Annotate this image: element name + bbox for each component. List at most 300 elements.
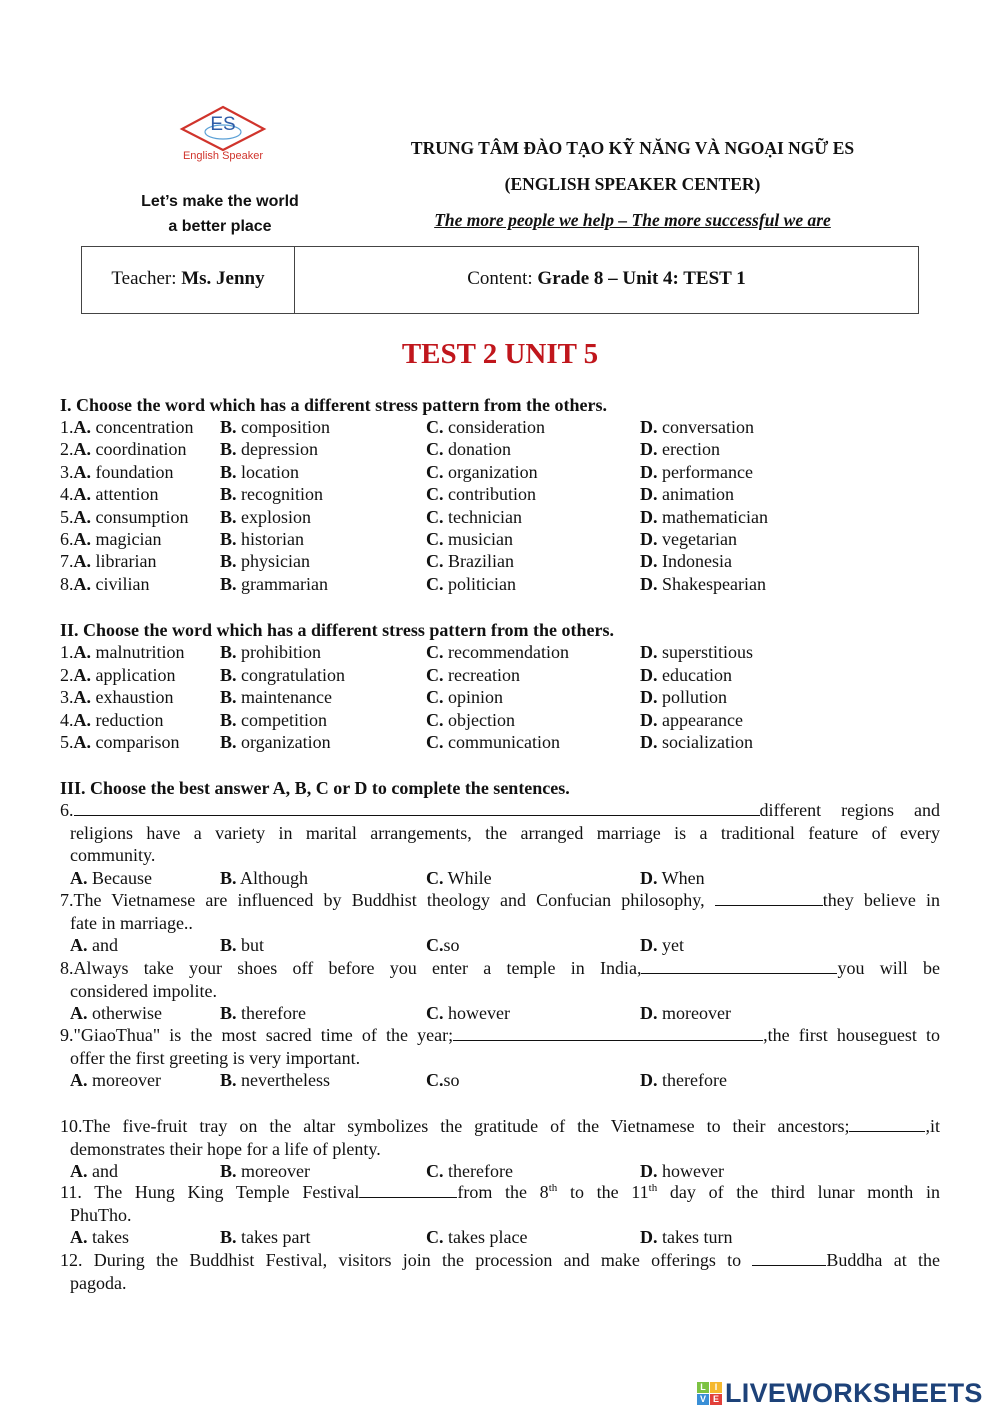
option-a (60, 461, 174, 483)
option-c (426, 686, 503, 708)
option-text: erection (657, 439, 720, 460)
option-b (220, 1160, 310, 1182)
question-text-continued (70, 912, 193, 934)
text-segment: fate in marriage.. (70, 912, 193, 933)
option-c (426, 1002, 510, 1024)
option-letter: B. (220, 484, 237, 505)
option-letter: C. (426, 1227, 444, 1248)
option-letter: D. (640, 709, 658, 730)
option-c (426, 483, 536, 505)
text-segment: community. (70, 845, 156, 866)
option-a (60, 483, 158, 505)
option-text: organization (443, 461, 538, 482)
option-a (70, 1002, 162, 1024)
option-letter: A. (70, 1227, 88, 1248)
option-d (640, 731, 753, 753)
option-text: nevertheless (236, 1070, 330, 1091)
option-letter: A. (70, 1003, 88, 1024)
option-b (220, 1226, 310, 1248)
answer-blank[interactable] (752, 1250, 826, 1266)
option-a (70, 1160, 118, 1182)
option-d (640, 1002, 731, 1024)
option-text: so (443, 1070, 460, 1091)
option-a (70, 1069, 161, 1091)
text-segment: ,it (925, 1116, 940, 1136)
option-letter: D. (640, 506, 658, 527)
option-letter: B. (220, 439, 237, 460)
option-text: consideration (443, 417, 545, 437)
option-c (426, 550, 514, 572)
option-letter: C. (426, 506, 444, 527)
option-b (220, 461, 299, 483)
option-letter: C. (426, 1070, 444, 1091)
option-letter: D. (640, 1227, 658, 1248)
option-letter: A. (70, 935, 88, 956)
slogan-line-1: Let’s make the world (141, 193, 299, 210)
option-a (60, 506, 189, 528)
option-letter: C. (426, 642, 444, 662)
option-letter: B. (220, 709, 237, 730)
option-letter: D. (640, 1161, 658, 1182)
question-number: 1. (60, 642, 74, 662)
option-d (640, 506, 768, 528)
question-text-continued (70, 1047, 360, 1069)
option-text: and (87, 1161, 118, 1182)
option-c (426, 1160, 513, 1182)
superscript: th (548, 1182, 558, 1194)
option-text: When (657, 867, 705, 888)
option-a (70, 1226, 129, 1248)
option-b (220, 641, 321, 663)
option-letter: A. (70, 1161, 88, 1182)
option-b (220, 573, 328, 595)
option-text: pollution (657, 687, 728, 707)
teacher-cell (82, 268, 294, 290)
option-c (426, 506, 522, 528)
question-text (60, 799, 940, 821)
option-letter: D. (640, 417, 658, 437)
answer-blank[interactable] (359, 1182, 457, 1198)
option-text: location (236, 461, 299, 482)
option-a (60, 709, 163, 731)
option-letter: B. (220, 935, 237, 956)
option-letter: C. (426, 732, 444, 752)
option-c (426, 664, 520, 686)
option-letter: C. (426, 417, 444, 437)
option-letter: D. (640, 732, 658, 752)
option-letter: D. (640, 935, 658, 956)
option-letter: C. (426, 551, 444, 572)
option-letter: D. (640, 664, 658, 685)
text-segment: different regions and (759, 800, 940, 820)
option-d (640, 550, 732, 572)
option-text: but (236, 935, 265, 956)
option-b (220, 483, 323, 505)
question-number: 6. (60, 529, 74, 549)
option-d (640, 1226, 732, 1248)
text-segment: 7.The Vietnamese are influenced by Buddhist theology and Confucian philosophy, (60, 890, 715, 910)
text-segment: pagoda. (70, 1272, 127, 1293)
option-text: yet (657, 935, 684, 956)
text-segment: they believe in (822, 890, 940, 910)
question-text-continued (70, 980, 217, 1002)
answer-blank[interactable] (715, 890, 823, 906)
option-text: explosion (236, 506, 312, 527)
option-c (426, 641, 569, 663)
option-letter: D. (640, 551, 658, 572)
option-b (220, 709, 327, 731)
option-d (640, 1160, 724, 1182)
option-letter: B. (220, 642, 237, 662)
option-letter: C. (426, 687, 444, 707)
option-b (220, 416, 330, 438)
option-letter: A. (70, 867, 88, 888)
option-a (60, 416, 193, 438)
option-letter: D. (640, 461, 658, 482)
option-text: communication (443, 732, 560, 752)
question-text (60, 957, 940, 979)
question-number: 7. (60, 551, 74, 572)
question-text (60, 889, 940, 911)
question-text (60, 1115, 940, 1137)
option-letter: B. (220, 732, 237, 752)
option-text: objection (443, 709, 515, 730)
option-b (220, 550, 310, 572)
option-d (640, 461, 753, 483)
option-b (220, 686, 332, 708)
option-text: grammarian (236, 573, 328, 594)
option-text: otherwise (87, 1003, 162, 1024)
option-text: physician (236, 551, 311, 572)
option-letter: A. (73, 687, 91, 707)
option-text: technician (443, 506, 522, 527)
option-letter: B. (220, 664, 237, 685)
option-letter: A. (73, 439, 91, 460)
page-title: TEST 2 UNIT 5 (401, 338, 599, 370)
option-text: vegetarian (657, 529, 737, 549)
option-text: prohibition (236, 642, 322, 662)
option-text: moreover (657, 1003, 731, 1024)
option-b (220, 1002, 306, 1024)
text-segment: religions have a variety in marital arrangements, the arranged marriage is a traditional feature of every (70, 822, 940, 843)
option-text: superstitious (657, 642, 754, 662)
option-text: Because (87, 867, 152, 888)
option-letter: B. (220, 551, 237, 572)
option-text: animation (657, 484, 734, 505)
option-letter: A. (73, 642, 91, 662)
section-heading: I. Choose the word which has a different stress pattern from the others. (60, 395, 607, 415)
option-text: opinion (443, 687, 504, 707)
option-text: however (443, 1003, 510, 1024)
question-number: 1. (60, 417, 74, 437)
option-text: coordination (91, 439, 187, 460)
liveworksheets-brand: LIVEWORKSHEETS (725, 1378, 983, 1408)
option-text: donation (443, 439, 511, 460)
text-segment: 6. (60, 800, 74, 820)
text-segment: demonstrates their hope for a life of plenty. (70, 1138, 381, 1159)
option-letter: A. (73, 664, 91, 685)
question-number: 4. (60, 709, 74, 730)
center-name-en: (ENGLISH SPEAKER CENTER) (504, 174, 761, 194)
option-d (640, 641, 753, 663)
text-segment: PhuTho. (70, 1204, 132, 1225)
question-number: 3. (60, 687, 74, 707)
option-text: therefore (443, 1161, 513, 1182)
question-text-continued (70, 1138, 381, 1160)
option-letter: D. (640, 573, 658, 594)
option-letter: B. (220, 1003, 237, 1024)
option-d (640, 686, 727, 708)
option-text: comparison (91, 732, 180, 752)
option-text: takes part (236, 1227, 311, 1248)
option-letter: C. (426, 573, 444, 594)
option-letter: D. (640, 867, 658, 888)
question-text (60, 1024, 940, 1046)
option-a (70, 867, 152, 889)
option-letter: C. (426, 439, 444, 460)
live-badge-icon: L I V E (697, 1382, 722, 1405)
option-text: historian (236, 529, 305, 549)
text-segment: from the 8 (457, 1182, 549, 1202)
option-a (60, 438, 186, 460)
option-text: appearance (657, 709, 743, 730)
option-d (640, 664, 732, 686)
text-segment: 9."GiaoThua" is the most sacred time of the year; (60, 1025, 454, 1045)
option-d (640, 709, 743, 731)
option-text: takes (87, 1227, 129, 1248)
option-c (426, 528, 513, 550)
option-b (220, 934, 264, 956)
option-c (426, 1069, 460, 1091)
option-letter: C. (426, 867, 444, 888)
option-d (640, 416, 754, 438)
option-c (426, 709, 515, 731)
content-cell (295, 268, 918, 290)
option-a (60, 573, 149, 595)
option-c (426, 867, 492, 889)
option-c (426, 573, 516, 595)
question-text-continued (70, 822, 940, 844)
content-label: Content: (467, 268, 538, 289)
answer-blank[interactable] (453, 1025, 763, 1041)
option-letter: B. (220, 573, 237, 594)
teacher-name: Ms. Jenny (181, 268, 265, 289)
option-letter: A. (73, 573, 91, 594)
option-letter: B. (220, 1161, 237, 1182)
option-c (426, 461, 538, 483)
teacher-label: Teacher: (111, 268, 182, 289)
option-letter: A. (73, 461, 91, 482)
option-letter: A. (73, 417, 91, 437)
option-a (60, 550, 156, 572)
option-text: performance (657, 461, 753, 482)
option-text: Indonesia (657, 551, 732, 572)
option-text: therefore (236, 1003, 306, 1024)
option-text: Brazilian (443, 551, 514, 572)
option-text: Shakespearian (657, 573, 766, 594)
option-text: politician (443, 573, 516, 594)
text-segment: 12. During the Buddhist Festival, visitors join the procession and make offerings to (60, 1250, 753, 1270)
option-text: concentration (91, 417, 194, 437)
option-d (640, 1069, 727, 1091)
option-text: takes place (443, 1227, 528, 1248)
option-text: competition (236, 709, 327, 730)
option-text: depression (236, 439, 318, 460)
question-number: 8. (60, 573, 74, 594)
option-letter: A. (70, 1070, 88, 1091)
option-c (426, 416, 545, 438)
option-text: mathematician (657, 506, 768, 527)
option-letter: B. (220, 687, 237, 707)
option-a (60, 686, 174, 708)
option-text: exhaustion (91, 687, 174, 707)
option-letter: B. (220, 529, 237, 549)
text-segment: you will be (837, 958, 940, 978)
question-number: 5. (60, 732, 74, 752)
option-letter: B. (220, 867, 237, 888)
option-letter: A. (73, 506, 91, 527)
option-letter: B. (220, 1070, 237, 1091)
option-d (640, 867, 705, 889)
option-text: attention (91, 484, 159, 505)
liveworksheets-logo (697, 1378, 983, 1409)
option-text: consumption (91, 506, 189, 527)
content-value: Grade 8 – Unit 4: TEST 1 (537, 268, 746, 289)
option-text: conversation (657, 417, 754, 437)
option-letter: C. (426, 935, 444, 956)
option-d (640, 483, 734, 505)
option-text: recognition (236, 484, 323, 505)
option-letter: A. (73, 484, 91, 505)
option-b (220, 506, 311, 528)
answer-blank[interactable] (641, 958, 837, 974)
text-segment: considered impolite. (70, 980, 217, 1001)
option-letter: D. (640, 439, 658, 460)
option-text: congratulation (236, 664, 345, 685)
option-text: civilian (91, 573, 150, 594)
option-letter: C. (426, 664, 444, 685)
option-c (426, 438, 511, 460)
option-letter: D. (640, 1003, 658, 1024)
option-text: composition (236, 417, 331, 437)
option-letter: B. (220, 461, 237, 482)
text-segment: offer the first greeting is very important. (70, 1047, 361, 1068)
option-text: and (87, 935, 118, 956)
info-table (81, 246, 919, 314)
option-text: foundation (91, 461, 174, 482)
question-text-continued (70, 844, 155, 866)
text-segment: 10.The five-fruit tray on the altar symbolizes the gratitude of the Vietnamese to their ancestors; (60, 1116, 850, 1136)
text-segment: 11. The Hung King Temple Festival (60, 1182, 360, 1202)
option-letter: D. (640, 484, 658, 505)
option-text: takes turn (657, 1227, 733, 1248)
option-letter: A. (73, 529, 91, 549)
text-segment: 8.Always take your shoes off before you enter a temple in India, (60, 958, 642, 978)
option-text: application (91, 664, 176, 685)
logo-text: ES (210, 114, 236, 135)
option-letter: C. (426, 1161, 444, 1182)
option-b (220, 867, 308, 889)
question-text-continued (70, 1272, 126, 1294)
motto: The more people we help – The more successful we are (434, 210, 831, 230)
question-number: 2. (60, 664, 74, 685)
option-text: reduction (91, 709, 164, 730)
option-letter: D. (640, 687, 658, 707)
option-text: librarian (91, 551, 157, 572)
option-text: recommendation (443, 642, 569, 662)
question-number: 4. (60, 484, 74, 505)
option-text: recreation (443, 664, 520, 685)
option-letter: C. (426, 461, 444, 482)
option-a (60, 664, 175, 686)
option-text: While (443, 867, 492, 888)
superscript: th (648, 1182, 658, 1194)
text-segment: ,the first houseguest to (763, 1025, 940, 1045)
option-text: moreover (236, 1161, 310, 1182)
option-b (220, 528, 304, 550)
option-letter: B. (220, 1227, 237, 1248)
question-number: 3. (60, 461, 74, 482)
option-text: contribution (443, 484, 536, 505)
option-letter: C. (426, 484, 444, 505)
option-c (426, 934, 460, 956)
option-letter: D. (640, 529, 658, 549)
option-letter: B. (220, 417, 237, 437)
option-letter: A. (73, 709, 91, 730)
option-letter: D. (640, 1070, 658, 1091)
answer-blank[interactable] (74, 800, 760, 816)
option-b (220, 1069, 330, 1091)
option-text: maintenance (236, 687, 332, 707)
option-text: Although (236, 867, 309, 888)
option-text: organization (236, 732, 331, 752)
option-letter: D. (640, 642, 658, 662)
option-d (640, 438, 720, 460)
text-segment: Buddha at the (826, 1250, 940, 1270)
option-d (640, 528, 737, 550)
center-name: TRUNG TÂM ĐÀO TẠO KỸ NĂNG VÀ NGOẠI NGỮ ES (410, 138, 855, 158)
slogan-line-2: a better place (168, 218, 272, 235)
option-a (60, 731, 179, 753)
option-text: however (657, 1161, 724, 1182)
option-a (60, 528, 161, 550)
question-number: 2. (60, 439, 74, 460)
option-text: so (443, 935, 460, 956)
option-letter: B. (220, 506, 237, 527)
option-a (70, 934, 118, 956)
text-segment: to the 11 (557, 1182, 649, 1202)
question-text-continued (70, 1204, 132, 1226)
option-text: malnutrition (91, 642, 185, 662)
section-heading: III. Choose the best answer A, B, C or D to complete the sentences. (60, 778, 570, 798)
answer-blank[interactable] (849, 1116, 925, 1132)
option-c (426, 1226, 527, 1248)
option-text: moreover (87, 1070, 161, 1091)
option-text: musician (443, 529, 513, 549)
option-letter: C. (426, 529, 444, 549)
option-letter: A. (73, 551, 91, 572)
option-letter: A. (73, 732, 91, 752)
option-c (426, 731, 560, 753)
option-letter: C. (426, 1003, 444, 1024)
text-segment: day of the third lunar month in (657, 1182, 940, 1202)
option-b (220, 438, 318, 460)
option-letter: C. (426, 709, 444, 730)
question-number: 5. (60, 506, 74, 527)
question-text (60, 1249, 940, 1271)
section-heading: II. Choose the word which has a different stress pattern from the others. (60, 620, 614, 640)
option-text: education (657, 664, 732, 685)
